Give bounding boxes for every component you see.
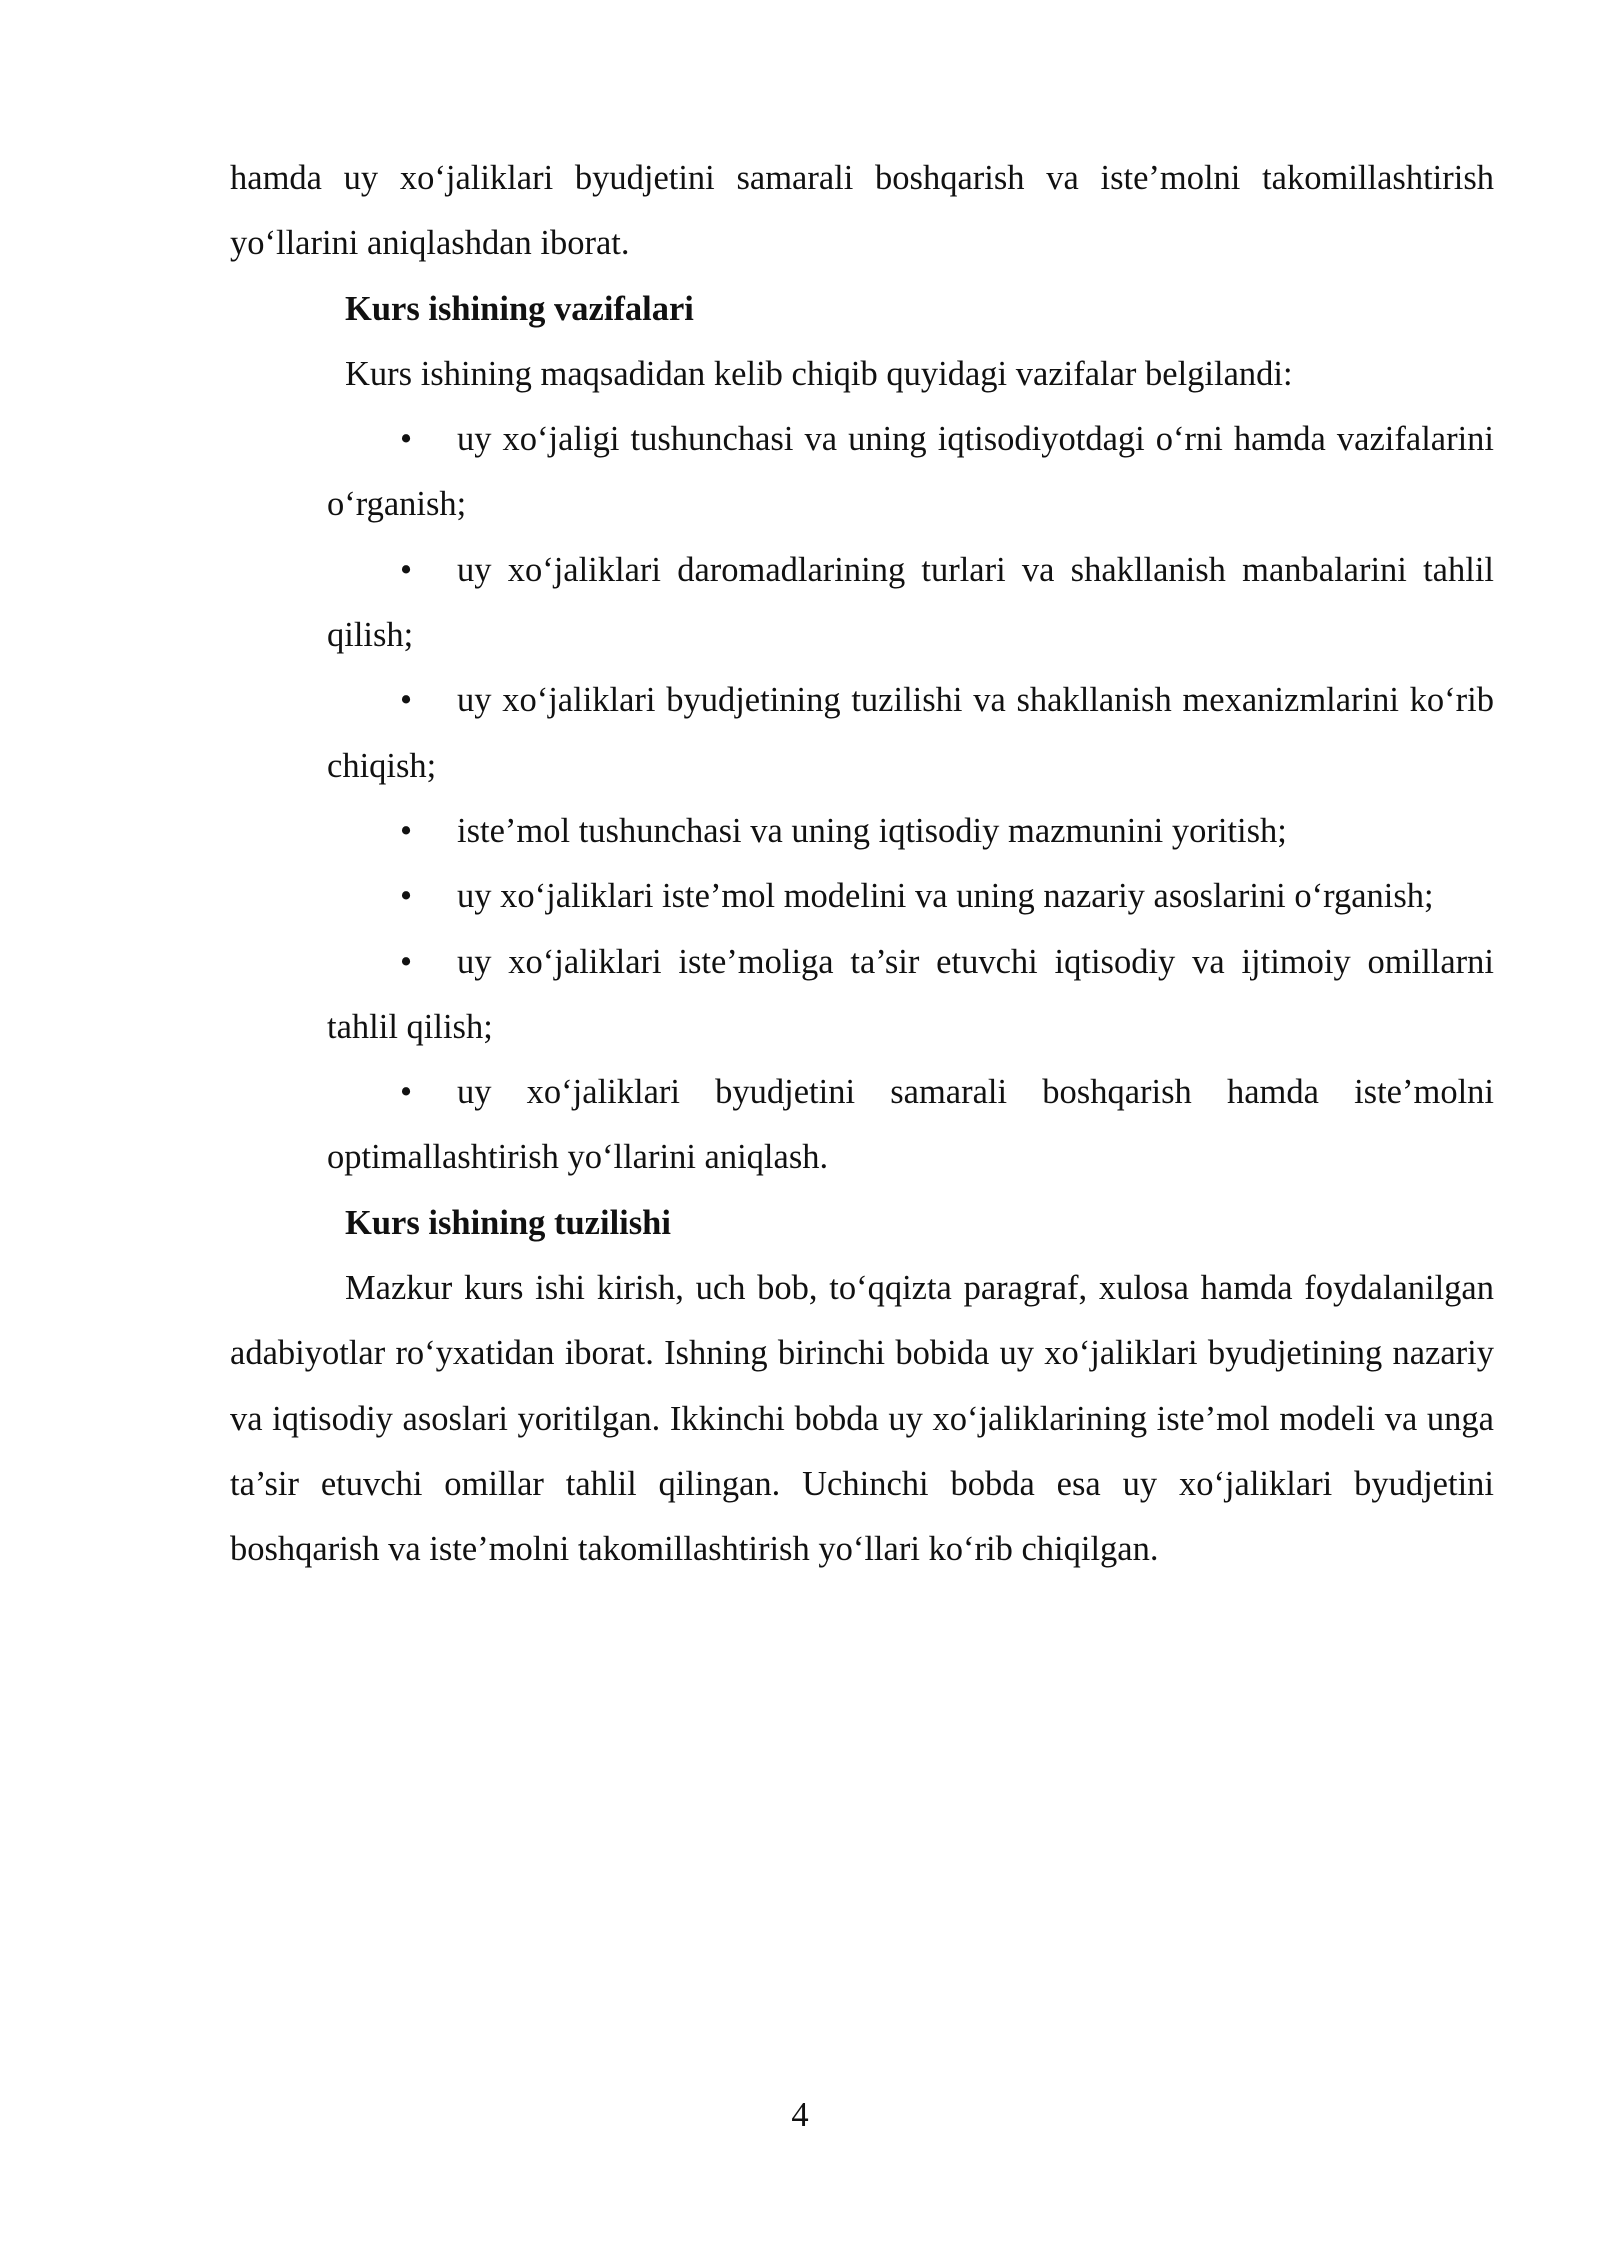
list-item — [327, 864, 1494, 929]
intro-continuation-paragraph: hamda uy xo‘jaliklari byudjetini samarali boshqarish va iste’molni takomillashtirish yo‘llarini aniqlashdan iborat. — [230, 159, 1494, 263]
tasks-lead-text: Kurs ishining maqsadidan kelib chiqib quyidagi vazifalar belgilandi: — [345, 354, 1293, 393]
bullet-icon: • — [400, 681, 413, 720]
list-item-text: uy xo‘jaliklari daromadlarining turlari va shakllanish manbalarini tahlil qilish; — [327, 550, 1494, 655]
list-item — [327, 930, 1494, 1061]
bullet-icon: • — [400, 811, 413, 850]
list-item — [327, 407, 1494, 538]
tasks-heading: Kurs ishining vazifalari — [345, 289, 694, 328]
list-item — [327, 538, 1494, 669]
list-item-text: uy xo‘jaliklari iste’mol modelini va uning nazariy asoslarini o‘rganish; — [457, 877, 1434, 916]
list-item-text: uy xo‘jaliklari iste’moliga ta’sir etuvchi iqtisodiy va ijtimoiy omillarni tahlil qilish; — [327, 942, 1494, 1046]
page-number: 4 — [791, 2096, 809, 2134]
structure-heading: Kurs ishining tuzilishi — [345, 1203, 671, 1242]
structure-paragraph: Mazkur kurs ishi kirish, uch bob, to‘qqizta paragraf, xulosa hamda foydalanilgan adabiyotlar ro‘yxatidan iborat. Ishning birinchi bobida uy xo‘jaliklari byudjetining nazariy va iqtisodiy asoslari yoritilgan. Ikkinchi bobda uy xo‘jaliklarining iste’mol modeli va unga ta’sir etuvchi omillar tahlil qilingan. Uchinchi bobda esa uy xo‘jaliklari byudjetini boshqarish va iste’molni takomillashtirish yo‘llari ko‘rib chiqilgan. — [230, 1269, 1494, 1569]
list-item-text: uy xo‘jaligi tushunchasi va uning iqtisodiyotdagi o‘rni hamda vazifalarini o‘rganish; — [327, 420, 1494, 524]
list-item — [327, 799, 1494, 864]
tasks-bullet-list — [327, 407, 1494, 1191]
list-item-text: uy xo‘jaliklari byudjetini samarali boshqarish hamda iste’molni optimallashtirish yo‘llarini aniqlash. — [327, 1073, 1494, 1177]
bullet-icon: • — [400, 942, 413, 981]
list-item-text: uy xo‘jaliklari byudjetining tuzilishi va shakllanish mexanizmlarini ko‘rib chiqish; — [327, 681, 1494, 785]
bullet-icon: • — [400, 550, 413, 589]
bullet-icon: • — [400, 420, 413, 459]
document-body — [230, 146, 1494, 1583]
list-item-text: iste’mol tushunchasi va uning iqtisodiy mazmunini yoritish; — [457, 811, 1287, 850]
bullet-icon: • — [400, 1073, 413, 1112]
bullet-icon: • — [400, 877, 413, 916]
list-item — [327, 668, 1494, 799]
list-item — [327, 1060, 1494, 1191]
